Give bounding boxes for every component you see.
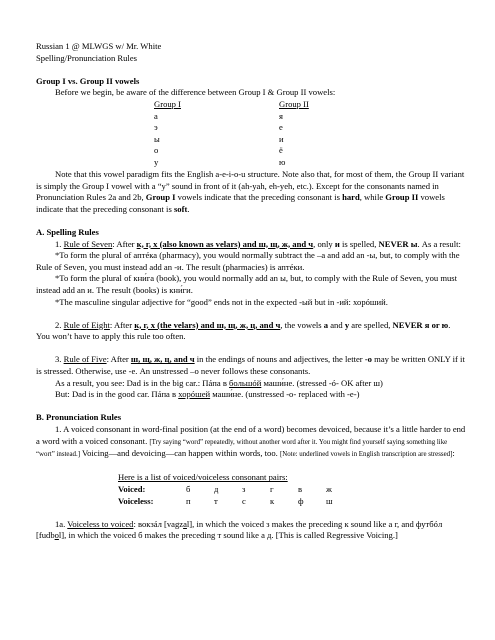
header-line-2: Spelling/Pronunciation Rules [36,52,137,63]
consonant-pairs-title: Here is a list of voiced/voiceless consonant pairs: [118,472,288,483]
vowel-table [36,99,466,169]
pronunciation-rule-1: 1. A voiced consonant in word-final position (at the end of a word) becomes devoiced, because it’s a little harder to end a word with a voiced consonant. [Try saying “word” repeatedly, without another word after it. You might find yourself saying something like “wort” instead.] Voicing—and devoicing—can happen within words, too. [Note: underlined vowels in English transcription are stressed]: [36,424,466,459]
group-1-label: Group I [154,98,181,109]
vowel-cell: ы [154,133,160,144]
consonant-cell: с [242,495,246,506]
vowel-cell: и [279,133,284,144]
pronunciation-rule-1a: 1a. Voiceless to voiced: вокзáл [vagzal], in which the voiced з makes the preceding к sound like a г, and футбóл [fudbol], in which the voiced б makes the preceding т sound like a д. [This is called Regressive Voicing.] [36,518,443,541]
voiceless-label: Voiceless: [118,495,154,506]
group-1-column [154,99,214,169]
voiced-row [118,484,466,496]
consonant-cell: ф [298,495,304,506]
vowel-cell: ю [279,156,286,167]
voiced-label: Voiced: [118,484,146,494]
consonant-cell: к [270,495,275,506]
consonant-pairs-table [118,472,466,507]
pronunciation-rules-heading: B. Pronunciation Rules [36,412,122,423]
group-2-column [279,99,339,169]
vowel-cell: э [154,122,158,133]
document-body [36,41,466,542]
group-vowels-heading: Group I vs. Group II vowels [36,75,140,86]
vowel-cell: а [154,110,158,121]
vowel-cell: ё [279,145,283,156]
rule-of-seven-example-1: *To form the plural of аптéка (pharmacy), you would normally subtract the –а and add an -ы, but, to comply with the Rule of Seven, you must instead add an -и. The result (pharmacies) is аптéки. [36,250,460,272]
rule-of-five-example-2: But: Dad is in the good car. Пáпа в хорóшей маши́не. (unstressed -о- replaced with -е-) [55,389,360,400]
consonant-cell: б [186,484,191,494]
vowel-cell: я [279,110,283,121]
consonant-cell: ш [326,495,333,506]
rule-of-five-example-1: As a result, you see: Dad is in the big car.: Пáпа в большóй маши́не. (stressed -ó- OK after ш) [55,377,383,388]
consonant-cell: з [242,484,246,494]
spelling-rules-heading: A. Spelling Rules [36,226,99,237]
consonant-cell: в [298,484,303,494]
consonant-cell: п [186,495,191,506]
consonant-cell: д [214,484,219,494]
group-vowels-intro: Before we begin, be aware of the difference between Group I & Group II vowels: [55,87,336,98]
rule-of-seven-example-3: *The masculine singular adjective for “good” ends not in the expected -ый but in -ий: хорóший. [55,296,388,307]
consonant-cell: ж [326,484,332,494]
voiceless-row [118,496,466,508]
group-vowels-note: Note that this vowel paradigm fits the English a-e-i-o-u structure. Note also that, for most of them, the Group II variant is simply the Group I vowel with a “y” sound in front of it (ah-yah, eh-yeh, etc.). Except for the consonants named in Pronunciation Rules 2a and 2b, Group I vowels indicate that the preceding consonant is hard, while Group II vowels indicate that the preceding consonant is soft. [36,168,465,214]
rule-of-five: 3. Rule of Five: After ш, щ, ж, ц, and ч in the endings of nouns and adjectives, the letter -о may be written ONLY if it is stressed. Otherwise, use -е. An unstressed –о never follows these consonants. [36,354,465,377]
rule-of-seven-example-2: *To form the plural of кни́га (book), you would normally add an ы, but, to comply with the Rule of Seven, you must instead add an и. The result (books) is кни́ги. [36,273,458,295]
consonant-cell: т [214,495,218,506]
rule-of-eight: 2. Rule of Eight: After к, г, х (the velars) and ш, щ, ж, ц, and ч, the vowels а and у are spelled, NEVER я or ю. You won’t have to apply this rule too often. [36,319,451,342]
vowel-cell: о [154,145,159,156]
rule-of-seven: 1. Rule of Seven: After к, г, х (also known as velars) and ш, щ, ж, and ч, only и is spelled, NEVER ы. As a result: [55,238,461,249]
vowel-cell: у [154,156,159,167]
header-line-1: Russian 1 @ MLWGS w/ Mr. White [36,41,162,51]
vowel-cell: е [279,122,283,133]
consonant-cell: г [270,484,274,494]
group-2-label: Group II [279,98,309,109]
